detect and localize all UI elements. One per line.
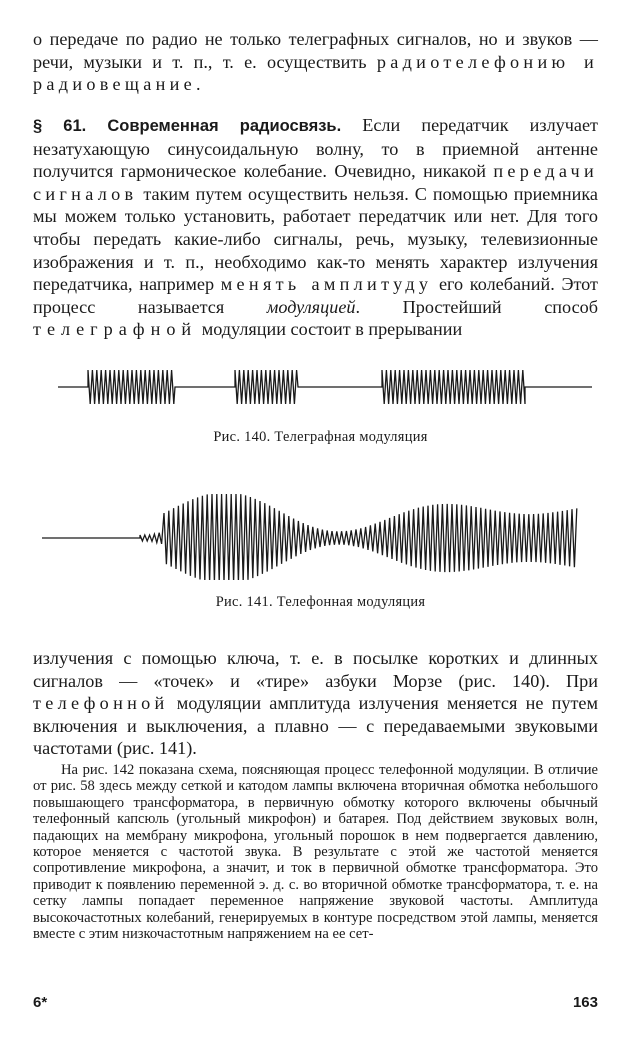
- telegraph-modulation-waveform: [0, 360, 641, 422]
- section-text-4: . Простейший способ: [355, 296, 598, 317]
- section-heading: § 61. Современная радиосвязь.: [33, 117, 342, 135]
- signature-mark: 6*: [33, 994, 48, 1011]
- section-italic-term: модуляцией: [266, 296, 356, 317]
- figure-141: [0, 480, 641, 580]
- telegraph-wave-path: [58, 370, 592, 404]
- section-61-paragraph: [33, 114, 598, 341]
- figure-140: [0, 360, 641, 422]
- figure-141-caption: Рис. 141. Телефонная модуляция: [215, 594, 426, 610]
- section-text-5: модуляции состоит в прерывании: [197, 319, 463, 340]
- page-number: 163: [572, 994, 598, 1011]
- intro-text-2: .: [196, 74, 201, 95]
- section-spaced-3: телеграфной: [33, 319, 198, 340]
- section-text-3: его колебаний. Этот процесс называется: [33, 274, 598, 317]
- telephone-modulation-waveform: [0, 480, 641, 580]
- section-spaced-1: передачи сигналов: [33, 161, 598, 204]
- intro-paragraph: [33, 28, 598, 96]
- cont-text-1: излучения с помощью ключа, т. е. в посылке коротких и длинных сигналов — «точек» и «тире» азбуки Морзе (рис. 140). При: [33, 648, 598, 691]
- cont-text-2: модуляции амплитуда излучения меняется не путем включения и выключения, а плавно — с передаваемыми звуковыми частотами (рис. 141).: [33, 693, 598, 759]
- small-print-paragraph: [33, 762, 598, 942]
- section-text-2: таким путем осуществить нельзя. С помощью приемника мы можем только установить, работает передатчик или нет. Для того чтобы передать какие-либо сигналы, речь, музыку, телевизионные изображения и т. п., необходимо как-то менять характер излучения передатчика, например: [33, 183, 598, 295]
- continuation-paragraph: [33, 647, 598, 760]
- intro-spaced-term: радиотелефонию и радиовещание: [33, 51, 598, 95]
- figure-140-caption: Рис. 140. Телеграфная модуляция: [213, 429, 428, 445]
- telephone-wave-path: [42, 494, 577, 580]
- small-print-text: На рис. 142 показана схема, поясняющая процесс телефонной модуляции. В отличие от рис. 58 здесь между сеткой и катодом лампы включена вторичная обмотка небольшого повышающего трансформатора, в первичную обмотку которого включены обычный телефонный капсюль (угольный микрофон) и батарея. Под действием звуковых волн, падающих на мембрану микрофона, угольный порошок в нем подвергается давлению, которое меняется с частотой звука. В результате с этой же частотой меняется сопротивление микрофона, а значит, и ток в первичной обмотке трансформатора. Это приводит к появлению переменной э. д. с. во вторичной обмотке трансформатора, т. е. на сетку лампы попадает переменное напряжение звуковой частоты. Амплитуда высокочастотных колебаний, генерируемых в контуре посредством этой лампы, меняется вместе с этим низкочастотным напряжением на ее сет-: [33, 762, 598, 943]
- section-text-1: Если передатчик излучает незатухающую синусоидальную волну, то в приемной антенне получится гармоническое колебание. Очевидно, никакой: [33, 115, 598, 182]
- intro-text-1: о передаче по радио не только телеграфных сигналов, но и звуков — речи, музыки и т. п., т. е. осуществить: [33, 29, 598, 72]
- section-spaced-2: менять амплитуду: [220, 274, 433, 295]
- cont-spaced-1: телефонной: [33, 693, 169, 714]
